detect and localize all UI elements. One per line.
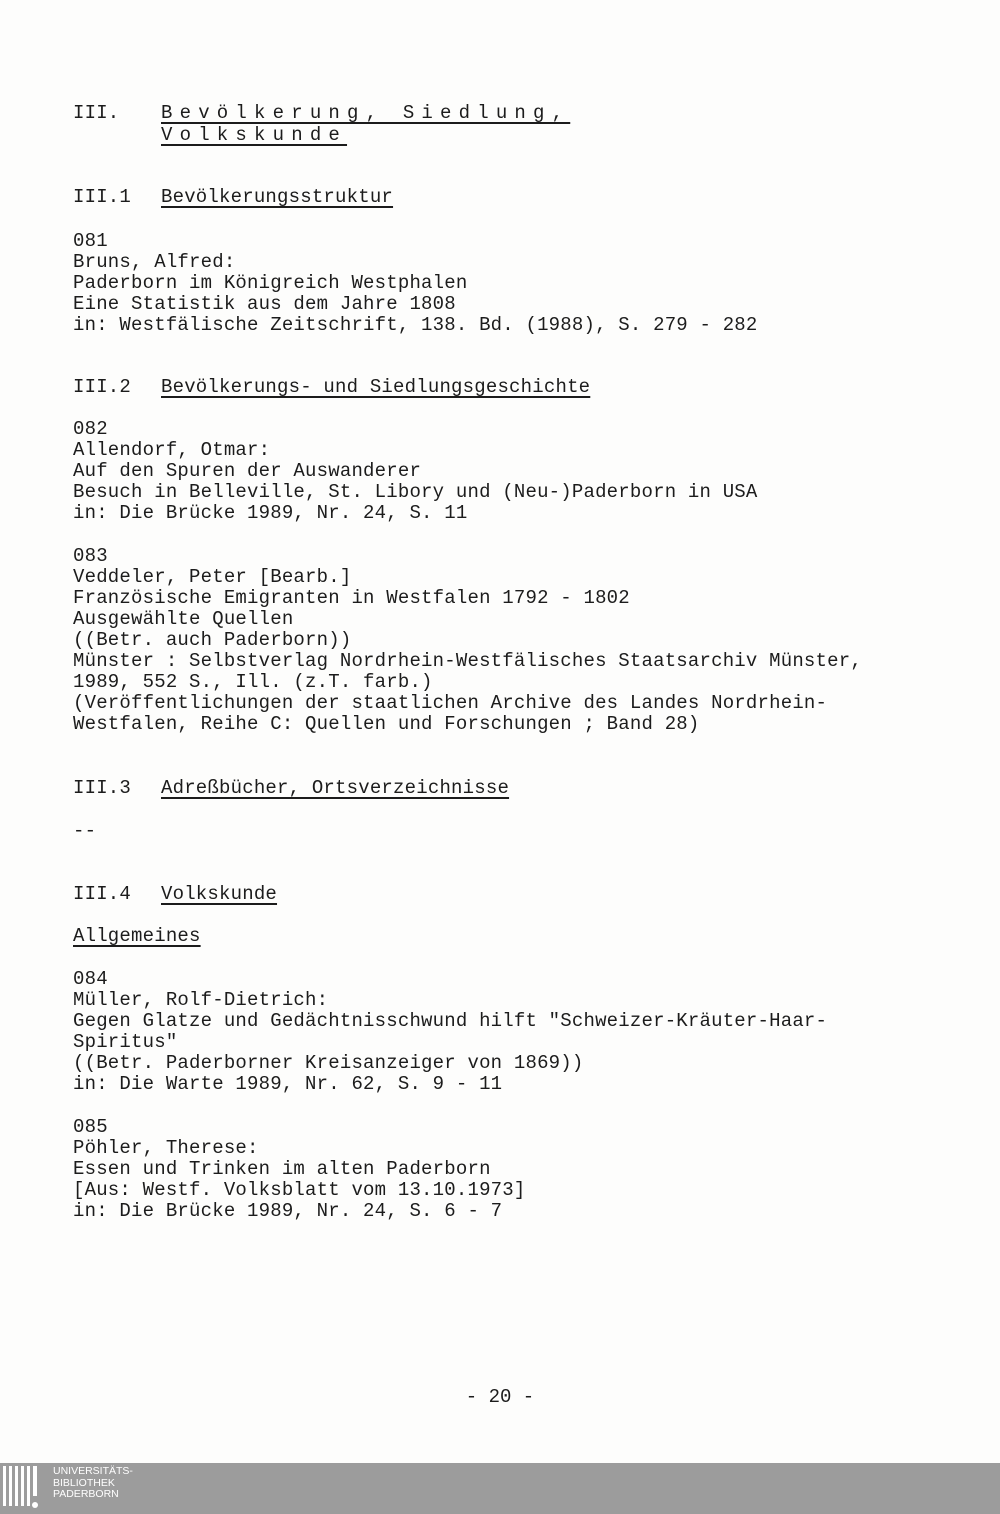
logo-line-3: PADERBORN (53, 1488, 119, 1500)
logo-line-2: BIBLIOTHEK (53, 1476, 115, 1489)
entry-publisher: Münster : Selbstverlag Nordrhein-Westfälisches Staatsarchiv Münster, (73, 650, 862, 672)
entry-number: 083 (73, 545, 108, 567)
logo-line-1: UNIVERSITÄTS- (53, 1465, 133, 1477)
empty-section-marker: -- (73, 820, 97, 842)
entry-series: (Veröffentlichungen der staatlichen Archive des Landes Nordrhein- (73, 692, 828, 714)
entry-title: Essen und Trinken im alten Paderborn (73, 1158, 491, 1180)
entry-series-cont: Westfalen, Reihe C: Quellen und Forschungen ; Band 28) (73, 713, 700, 735)
entry-note: ((Betr. Paderborner Kreisanzeiger von 1869)) (73, 1052, 584, 1074)
entry-source: in: Westfälische Zeitschrift, 138. Bd. (1988), S. 279 - 282 (73, 314, 758, 336)
entry-title: Französische Emigranten in Westfalen 1792 - 1802 (73, 587, 630, 609)
section-heading-4 (73, 883, 277, 905)
library-footer (0, 1463, 1000, 1514)
section-number: III.4 (73, 883, 132, 905)
entry-author: Veddeler, Peter [Bearb.] (73, 566, 352, 588)
subheading: Allgemeines (73, 925, 201, 947)
entry-author: Pöhler, Therese: (73, 1137, 259, 1159)
entry-title-cont: Spiritus" (73, 1031, 178, 1053)
section-number: III.3 (73, 777, 132, 799)
entry-title: Paderborn im Königreich Westphalen (73, 272, 468, 294)
section-title: Bevölkerungs- und Siedlungsgeschichte (161, 376, 591, 398)
chapter-title-line1: Bevölkerung, Siedlung, (161, 102, 571, 124)
entry-subtitle: Besuch in Belleville, St. Libory und (Neu-)Paderborn in USA (73, 481, 758, 503)
chapter-heading-line2 (161, 124, 347, 146)
section-number: III.1 (73, 186, 132, 208)
entry-source: in: Die Brücke 1989, Nr. 24, S. 6 - 7 (73, 1200, 503, 1222)
entry-source: in: Die Warte 1989, Nr. 62, S. 9 - 11 (73, 1073, 503, 1095)
entry-title: Gegen Glatze und Gedächtnisschwund hilft "Schweizer-Kräuter-Haar- (73, 1010, 828, 1032)
entry-source: in: Die Brücke 1989, Nr. 24, S. 11 (73, 502, 468, 524)
chapter-heading (73, 102, 570, 124)
section-title: Volkskunde (161, 883, 278, 905)
section-heading-1 (73, 186, 393, 208)
section-title: Adreßbücher, Ortsverzeichnisse (161, 777, 510, 799)
section-heading-2 (73, 376, 590, 398)
entry-number: 084 (73, 968, 108, 990)
entry-author: Bruns, Alfred: (73, 251, 236, 273)
section-title: Bevölkerungsstruktur (161, 186, 394, 208)
entry-note: [Aus: Westf. Volksblatt vom 13.10.1973] (73, 1179, 526, 1201)
entry-subtitle: Eine Statistik aus dem Jahre 1808 (73, 293, 456, 315)
entry-number: 085 (73, 1116, 108, 1138)
section-heading-3 (73, 777, 509, 799)
library-logo-icon (3, 1466, 47, 1510)
entry-number: 082 (73, 418, 108, 440)
page-number: - 20 - (465, 1386, 535, 1408)
chapter-number: III. (73, 102, 120, 124)
entry-subtitle: Ausgewählte Quellen (73, 608, 294, 630)
entry-author: Allendorf, Otmar: (73, 439, 271, 461)
entry-author: Müller, Rolf-Dietrich: (73, 989, 329, 1011)
entry-title: Auf den Spuren der Auswanderer (73, 460, 422, 482)
section-number: III.2 (73, 376, 132, 398)
library-logo-text (53, 1466, 133, 1501)
chapter-title-line2: Volkskunde (161, 124, 348, 146)
entry-number: 081 (73, 230, 108, 252)
entry-extent: 1989, 552 S., Ill. (z.T. farb.) (73, 671, 433, 693)
entry-note: ((Betr. auch Paderborn)) (73, 629, 352, 651)
